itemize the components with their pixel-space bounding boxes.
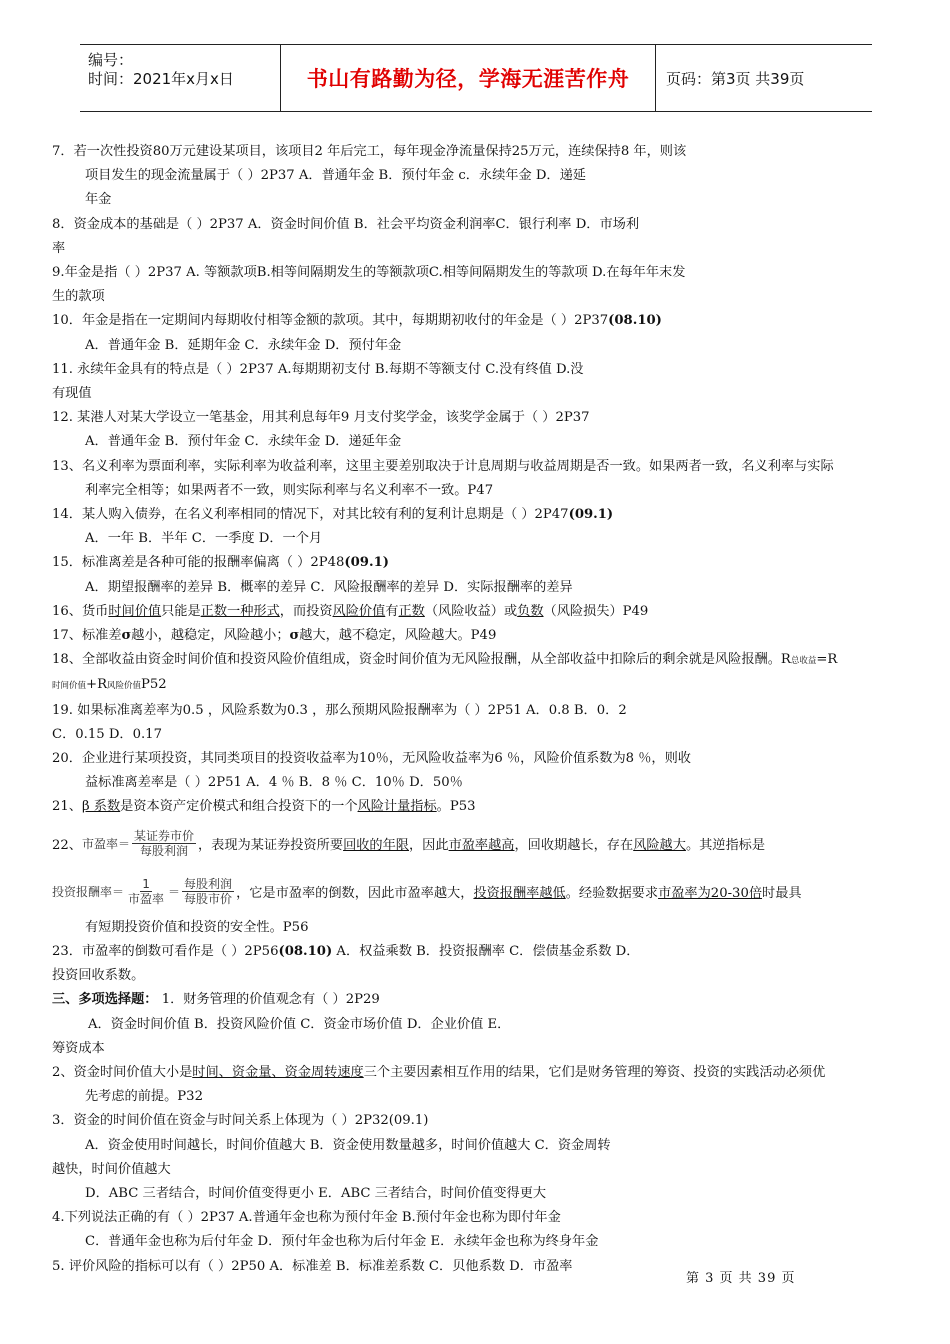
- note-18-subscript: 风险价值: [107, 681, 142, 692]
- note-22-line-3: 有短期投资价值和投资的安全性。P56: [85, 919, 309, 935]
- question-11-line-2: 有现值: [52, 386, 92, 402]
- note-22-underline: 风险越大: [633, 838, 686, 854]
- formula-fraction: [182, 877, 234, 906]
- note-18-subscript: 时间价值: [52, 681, 87, 692]
- note-18-subscript: 总收益: [790, 656, 817, 667]
- question-8-line-2: 率: [52, 240, 66, 256]
- note-22-underline: 投资报酬率越低: [473, 886, 566, 902]
- note-21-underline: 风险计量指标: [357, 799, 437, 815]
- sigma-symbol: σ: [121, 628, 132, 644]
- question-15-exam-tag: (09.1): [344, 555, 389, 571]
- note-m2-underline: 时间、资金量、资金周转速度: [192, 1064, 364, 1080]
- note-16-text: （风险损失）P49: [543, 603, 649, 619]
- note-16: [52, 600, 902, 624]
- question-14-exam-tag: (09.1): [568, 507, 614, 523]
- note-22-text: ，表现为某证券投资所要: [198, 838, 344, 854]
- document-body: [52, 140, 902, 1279]
- note-22-text: ，因此: [409, 838, 449, 854]
- question-12-options: A．普通年金 B．预付年金 C．永续年金 D．递延年金: [85, 434, 402, 450]
- question-20-line-1: 20．企业进行某项投资，其同类项目的投资收益率为10％，无风险收益率为6 ％，风险价值系数为8 ％，则收: [52, 751, 691, 767]
- note-16-underline: 正数: [398, 603, 425, 619]
- note-16-text: （风险收益）或: [424, 603, 518, 619]
- note-m2-line-1: [52, 1061, 902, 1085]
- note-21-text: 。P53: [436, 799, 476, 815]
- question-23-line-2: 投资回收系数。: [52, 968, 145, 984]
- question-8-line-1: 8．资金成本的基础是（ ）2P37 A．资金时间价值 B．社会平均资金利润率C．银行利率 D．市场利: [52, 216, 640, 232]
- multi-question-3-line-3: 越快，时间价值越大: [52, 1161, 171, 1177]
- formula-lhs: 市盈率＝: [81, 837, 130, 852]
- note-13-line-1: 13、名义利率为票面利率，实际利率为收益利率，这里主要差别取决于计息周期与收益周期是否一致。如果两者一致，名义利率与实际: [52, 458, 834, 474]
- formula-denominator: 市盈率: [128, 892, 165, 907]
- note-m2-line-2: 先考虑的前提。P32: [85, 1089, 203, 1105]
- question-9-line-2: 生的款项: [52, 289, 105, 305]
- question-14-line-1: [52, 503, 902, 527]
- question-14-text: 14．某人购入债券，在名义利率相同的情况下，对其比较有利的复利计息期是（ ）2P47: [52, 507, 569, 523]
- note-22-line-1: [52, 820, 902, 868]
- note-18-line-1: [52, 648, 902, 673]
- header-table: [80, 44, 872, 112]
- pe-ratio-formula: [82, 829, 198, 858]
- formula-denominator: 每股市价: [184, 892, 233, 907]
- header-meta: [80, 45, 280, 111]
- note-18-text: P52: [141, 677, 167, 693]
- time-label: 时间：2021年x月x日: [88, 70, 234, 88]
- question-7-line-1: 7．若一次性投资80万元建设某项目，该项目2 年后完工，每年现金净流量保持25万元，连续保持8 年，则该: [52, 144, 687, 159]
- page-footer: 第 3 页 共 39 页: [686, 1271, 796, 1286]
- question-10-line-1: [52, 309, 902, 333]
- note-22-line-2: [52, 868, 902, 916]
- formula-fraction: [132, 829, 196, 858]
- note-18-text: =R: [816, 652, 838, 668]
- question-11-line-1: 11. 永续年金具有的特点是（ ）2P37 A.每期期初支付 B.每期不等额支付 C.没有终值 D.没: [52, 361, 584, 377]
- note-17: [52, 624, 902, 648]
- note-16-underline: 风险价值: [332, 603, 386, 619]
- question-12-line-1: 12. 某港人对某大学设立一笔基金，用其利息每年9 月支付奖学金，该奖学金属于（ ）2P37: [52, 410, 590, 426]
- multi-question-4-line-2: C．普通年金也称为后付年金 D．预付年金也称为后付年金 E．永续年金也称为终身年金: [85, 1234, 599, 1250]
- question-15-options: A．期望报酬率的差异 B．概率的差异 C．风险报酬率的差异 D．实际报酬率的差异: [85, 579, 573, 595]
- note-22-underline: 市盈率越高: [448, 838, 515, 854]
- formula-numerator: 每股利润: [184, 877, 233, 892]
- note-17-text: 17、标准差: [52, 628, 122, 644]
- multi-question-1-options-cont: 筹资成本: [52, 1040, 105, 1056]
- note-17-text: 越大，越不稳定，风险越大。P49: [299, 628, 497, 644]
- formula-lhs: 投资报酬率＝: [52, 885, 125, 900]
- note-22-underline: 回收的年限: [343, 838, 409, 854]
- multi-question-4-line-1: 4.下列说法正确的有（ ）2P37 A.普通年金也称为预付年金 B.预付年金也称为即付年金: [52, 1210, 561, 1226]
- note-16-text: 有: [385, 603, 399, 619]
- note-16-text: 16、货币: [52, 603, 109, 619]
- question-14-options: A．一年 B．半年 C．一季度 D．一个月: [85, 531, 323, 547]
- note-22-text: 。其逆指标是: [685, 838, 766, 854]
- formula-equals: ＝: [168, 885, 181, 900]
- formula-denominator: 每股利润: [139, 844, 188, 859]
- question-10-exam-tag: (08.10): [608, 313, 662, 329]
- note-22-underline: 市盈率为20-30倍: [658, 886, 763, 902]
- question-23-text: A．权益乘数 B．投资报酬率 C．偿债基金系数 D．: [332, 943, 640, 959]
- header-motto: 书山有路勤为径，学海无涯苦作舟: [280, 45, 656, 111]
- note-16-underline: 时间价值: [108, 603, 162, 619]
- question-7-line-2: 项目发生的现金流量属于（ ）2P37 A．普通年金 B．预付年金 c．永续年金 D．递延: [85, 168, 586, 184]
- question-10-options: A．普通年金 B．延期年金 C．永续年金 D．预付年金: [85, 337, 402, 353]
- multi-question-3-line-2: A．资金使用时间越长，时间价值越大 B．资金使用数量越多，时间价值越大 C．资金周转: [85, 1137, 611, 1153]
- note-22-text: 。经验数据要求: [565, 886, 659, 902]
- question-15-text: 15．标准离差是各种可能的报酬率偏离（ ）2P48: [52, 555, 345, 571]
- note-22-number: 22、: [52, 838, 82, 854]
- question-23-line-1: [52, 940, 902, 964]
- multi-question-3-line-1: 3．资金的时间价值在资金与时间关系上体现为（ ）2P32(09.1): [52, 1113, 429, 1129]
- question-20-line-2: 益标准离差率是（ ）2P51 A．4 ％ B．8 ％ C．10％ D．50％: [85, 775, 463, 791]
- note-16-underline: 正数一种形式: [200, 603, 280, 619]
- question-10-text: 10．年金是指在一定期间内每期收付相等金额的款项。其中，每期期初收付的年金是（ ）2P37: [52, 313, 609, 329]
- note-17-text: 越小，越稳定，风险越小；: [131, 628, 290, 644]
- note-m2-text: 三个主要因素相互作用的结果，它们是财务管理的筹资、投资的实践活动必须优: [363, 1064, 826, 1080]
- note-18-text: +R: [86, 677, 107, 693]
- note-21-text: 是资本资产定价模式和组合投资下的一个: [120, 799, 358, 815]
- note-16-underline: 负数: [517, 603, 544, 619]
- header-page-info: 页码：第3页 共39页: [666, 69, 805, 88]
- formula-fraction: [126, 877, 166, 906]
- question-23-text: 23．市盈率的倒数可看作是（ ）2P56: [52, 943, 279, 959]
- note-22-text: 时最具: [762, 886, 802, 902]
- note-22-text: ，回收期越长，存在: [514, 838, 634, 854]
- section-3-heading: [52, 988, 902, 1012]
- note-22-text: ，它是市盈率的倒数，因此市盈率越大，: [236, 886, 474, 902]
- number-label: 编号：: [88, 51, 134, 69]
- section-3-title: 三、多项选择题：: [52, 992, 158, 1008]
- note-m2-text: 2、资金时间价值大小是: [52, 1064, 193, 1080]
- note-16-text: 只能是: [161, 603, 201, 619]
- return-rate-formula: [52, 877, 236, 906]
- question-19-line-2: C．0.15 D．0.17: [52, 726, 162, 742]
- question-9-line-1: 9.年金是指（ ）2P37 A. 等额款项B.相等间隔期发生的等额款项C.相等间隔期发生的等款项 D.在每年年末发: [52, 265, 686, 281]
- multi-question-1-text: 1．财务管理的价值观念有（ ）2P29: [157, 992, 380, 1008]
- question-7-line-3: 年金: [85, 192, 112, 208]
- multi-question-1-options: A．资金时间价值 B．投资风险价值 C．资金市场价值 D．企业价值 E．: [88, 1016, 511, 1032]
- question-15-line-1: [52, 551, 902, 575]
- note-21-text: 21、: [52, 799, 82, 815]
- note-18-line-2: [52, 673, 902, 698]
- note-18-text: 18、全部收益由资金时间价值和投资风险价值组成，资金时间价值为无风险报酬，从全部收益中扣除后的剩余就是风险报酬。R: [52, 652, 791, 668]
- note-21: [52, 795, 902, 819]
- note-13-line-2: 利率完全相等；如果两者不一致，则实际利率与名义利率不一致。P47: [85, 482, 494, 498]
- question-23-exam-tag: (08.10): [278, 943, 333, 959]
- formula-numerator: 某证券市价: [133, 829, 194, 844]
- multi-question-3-line-4: D．ABC 三者结合，时间价值变得更小 E．ABC 三者结合，时间价值变得更大: [85, 1185, 547, 1201]
- question-19-line-1: 19. 如果标准离差率为0.5 ，风险系数为0.3 ，那么预期风险报酬率为（ ）2P51 A．0.8 B．0．2: [52, 702, 627, 718]
- beta-coefficient: β 系数: [81, 799, 121, 815]
- note-16-text: ，而投资: [279, 603, 333, 619]
- multi-question-5-line-1: 5. 评价风险的指标可以有（ ）2P50 A．标准差 B．标准差系数 C．贝他系数 D．市盈率: [52, 1258, 573, 1274]
- sigma-symbol: σ: [289, 628, 300, 644]
- formula-numerator: 1: [142, 877, 150, 892]
